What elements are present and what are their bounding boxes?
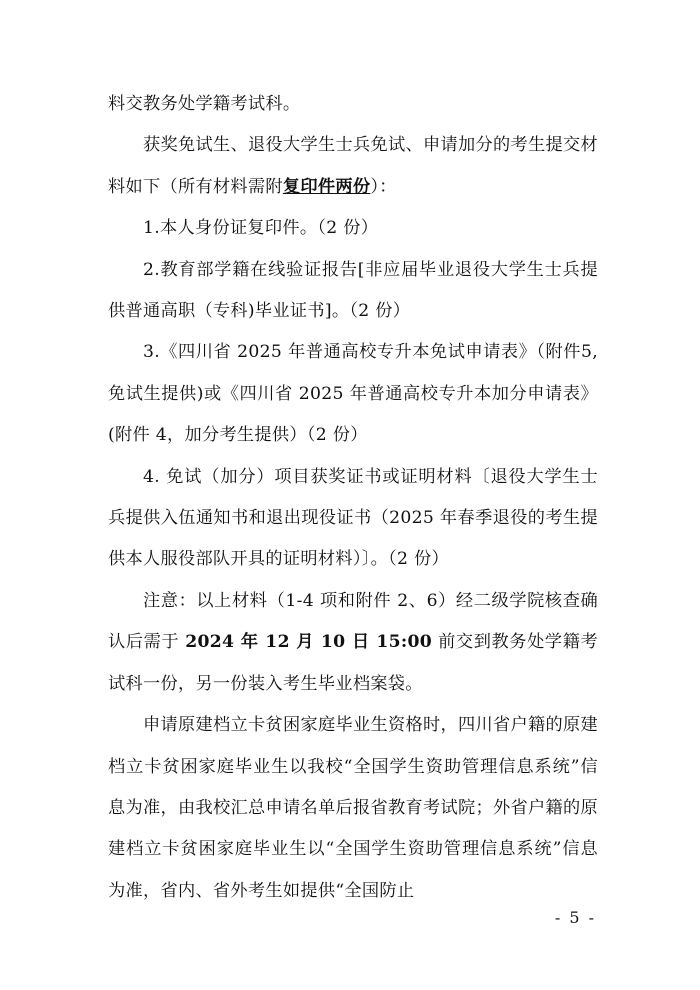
notice-text: 注意：以上材料（1-4 项和附件 2、6）经二级学院核查确认后需于 [108, 590, 598, 653]
paragraph-continuation: 料交教务处学籍考试科。 [108, 94, 301, 114]
paragraph-submission-materials-intro [108, 125, 598, 208]
deadline-emphasis: 2024 年 12 月 10 日 15:00 [185, 632, 433, 653]
list-item-application-form: 3.《四川省 2025 年普通高校专升本免试申请表》（附件5,免试生提供)或《四川省 2025 年普通高校专升本加分申请表》(附件 4，加分考生提供）（2 份） [108, 342, 598, 446]
document-body [108, 84, 598, 912]
paragraph-notice [108, 581, 598, 705]
notice-text-end: 前交到教务处学籍考试科一份，另一份装入考生毕业档案袋。 [108, 632, 599, 694]
copies-emphasis: 复印件两份 [282, 176, 371, 197]
intro-text-end: ）： [370, 176, 397, 197]
intro-text: 获奖免试生、退役大学生士兵免试、申请加分的考生提交材料如下（所有材料需附 [108, 135, 598, 197]
list-item-award-certificates: 4. 免试（加分）项目获奖证书或证明材料〔退役大学生士兵提供入伍通知书和退出现役证书（2025 年春季退役的考生提供本人服役部队开具的证明材料）〕。（2 份） [108, 466, 598, 570]
list-item-enrollment-report: 2.教育部学籍在线验证报告[非应届毕业退役大学生士兵提供普通高职（专科)毕业证书]。（2 份） [108, 259, 598, 322]
paragraph-poverty-family-qualification: 申请原建档立卡贫困家庭毕业生资格时，四川省户籍的原建档立卡贫困家庭毕业生以我校“全国学生资助管理信息系统”信息为准，由我校汇总申请名单后报省教育考试院；外省户籍的原建档立卡贫困家庭毕业生以“全国学生资助管理信息系统”信息为准，省内、省外考生如提供“全国防止 [108, 715, 598, 901]
page-number: - 5 - [554, 908, 596, 927]
list-item-id-card: 1.本人身份证复印件。（2 份） [143, 218, 379, 239]
